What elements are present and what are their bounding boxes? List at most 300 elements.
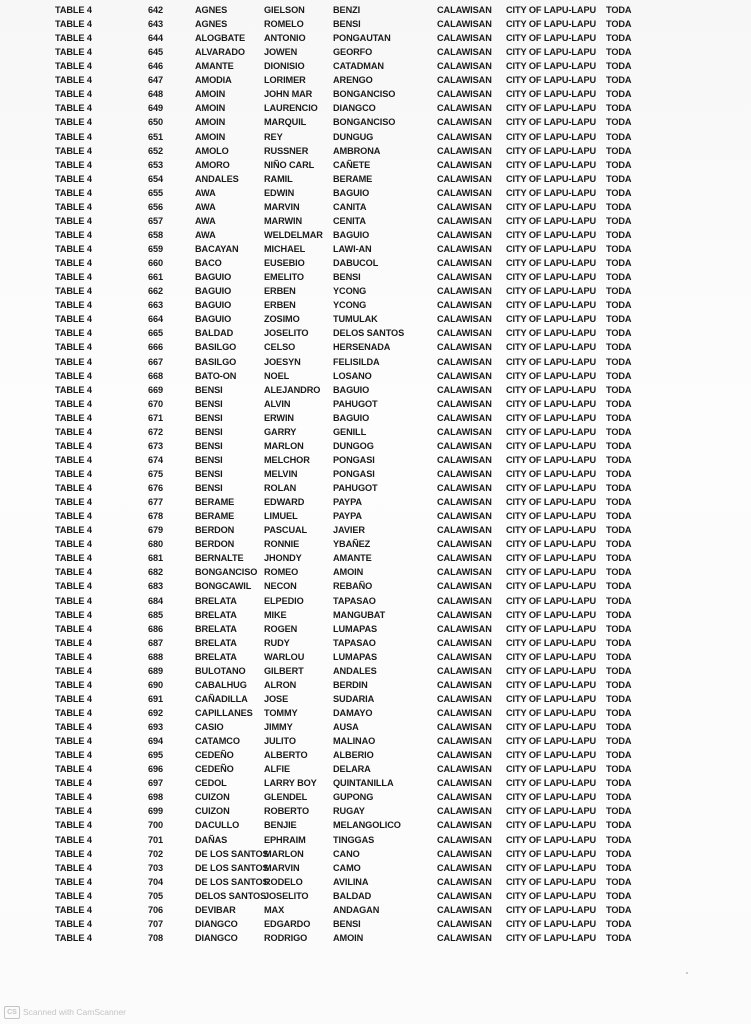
table-row [0, 200, 751, 214]
table-label-cell: TABLE 4 [55, 328, 92, 339]
middle-name-cell: YCONG [333, 300, 367, 311]
row-number-cell: 697 [148, 778, 164, 789]
table-label-cell: TABLE 4 [55, 384, 92, 395]
table-row [0, 804, 751, 818]
first-name-cell: MARWIN [264, 215, 303, 226]
city-cell: CITY OF LAPU-LAPU [506, 258, 597, 269]
city-cell: CITY OF LAPU-LAPU [506, 848, 597, 859]
barangay-cell: CALAWISAN [437, 665, 492, 676]
table-row [0, 355, 751, 369]
first-name-cell: REY [264, 131, 283, 142]
table-label-cell: TABLE 4 [55, 722, 92, 733]
row-number-cell: 672 [148, 426, 164, 437]
city-cell: CITY OF LAPU-LAPU [506, 426, 597, 437]
row-number-cell: 660 [148, 258, 164, 269]
first-name-cell: ZOSIMO [264, 314, 300, 325]
last-name-cell: DIANGCO [195, 918, 238, 929]
row-number-cell: 649 [148, 103, 164, 114]
table-row [0, 453, 751, 467]
table-row [0, 45, 751, 59]
barangay-cell: CALAWISAN [437, 609, 492, 620]
city-cell: CITY OF LAPU-LAPU [506, 440, 597, 451]
table-row [0, 650, 751, 664]
row-number-cell: 678 [148, 511, 164, 522]
middle-name-cell: DELARA [333, 764, 371, 775]
first-name-cell: WELDELMAR [264, 229, 323, 240]
row-number-cell: 655 [148, 187, 164, 198]
last-name-cell: AMANTE [195, 61, 234, 72]
middle-name-cell: BAGUIO [333, 412, 370, 423]
table-label-cell: TABLE 4 [55, 623, 92, 634]
last-name-cell: BATO-ON [195, 370, 237, 381]
organization-cell: TODA [606, 820, 632, 831]
middle-name-cell: CAÑETE [333, 159, 371, 170]
table-label-cell: TABLE 4 [55, 145, 92, 156]
row-number-cell: 662 [148, 286, 164, 297]
barangay-cell: CALAWISAN [437, 848, 492, 859]
first-name-cell: RUSSNER [264, 145, 309, 156]
last-name-cell: BACAYAN [195, 244, 239, 255]
organization-cell: TODA [606, 33, 632, 44]
table-row [0, 565, 751, 579]
first-name-cell: ERBEN [264, 300, 296, 311]
table-row [0, 692, 751, 706]
barangay-cell: CALAWISAN [437, 89, 492, 100]
first-name-cell: ROMEO [264, 567, 299, 578]
city-cell: CITY OF LAPU-LAPU [506, 398, 597, 409]
first-name-cell: ALRON [264, 679, 297, 690]
barangay-cell: CALAWISAN [437, 722, 492, 733]
middle-name-cell: BENSI [333, 272, 361, 283]
table-row [0, 144, 751, 158]
organization-cell: TODA [606, 539, 632, 550]
first-name-cell: LORIMER [264, 75, 306, 86]
table-row [0, 509, 751, 523]
table-label-cell: TABLE 4 [55, 173, 92, 184]
first-name-cell: NIÑO CARL [264, 159, 315, 170]
city-cell: CITY OF LAPU-LAPU [506, 595, 597, 606]
table-row [0, 186, 751, 200]
city-cell: CITY OF LAPU-LAPU [506, 117, 597, 128]
city-cell: CITY OF LAPU-LAPU [506, 356, 597, 367]
table-row [0, 720, 751, 734]
table-row [0, 87, 751, 101]
barangay-cell: CALAWISAN [437, 47, 492, 58]
first-name-cell: PASCUAL [264, 525, 308, 536]
organization-cell: TODA [606, 5, 632, 15]
barangay-cell: CALAWISAN [437, 356, 492, 367]
table-row [0, 748, 751, 762]
table-row [0, 734, 751, 748]
table-row [0, 101, 751, 115]
row-number-cell: 658 [148, 229, 164, 240]
middle-name-cell: GEORFO [333, 47, 373, 58]
table-row [0, 115, 751, 129]
first-name-cell: MAX [264, 904, 285, 915]
middle-name-cell: AMBRONA [333, 145, 381, 156]
table-label-cell: TABLE 4 [55, 356, 92, 367]
organization-cell: TODA [606, 173, 632, 184]
organization-cell: TODA [606, 229, 632, 240]
last-name-cell: AGNES [195, 19, 228, 30]
organization-cell: TODA [606, 384, 632, 395]
last-name-cell: DE LOS SANTOS [195, 876, 269, 887]
first-name-cell: GARRY [264, 426, 297, 437]
middle-name-cell: BERDIN [333, 679, 368, 690]
organization-cell: TODA [606, 300, 632, 311]
middle-name-cell: TAPASAO [333, 595, 376, 606]
table-row [0, 706, 751, 720]
table-label-cell: TABLE 4 [55, 131, 92, 142]
first-name-cell: GILBERT [264, 665, 304, 676]
middle-name-cell: GUPONG [333, 792, 374, 803]
last-name-cell: BERAME [195, 511, 235, 522]
barangay-cell: CALAWISAN [437, 187, 492, 198]
table-row [0, 130, 751, 144]
organization-cell: TODA [606, 187, 632, 198]
city-cell: CITY OF LAPU-LAPU [506, 539, 597, 550]
last-name-cell: BERDON [195, 525, 235, 536]
row-number-cell: 654 [148, 173, 164, 184]
middle-name-cell: CANITA [333, 201, 367, 212]
first-name-cell: MARLON [264, 848, 304, 859]
middle-name-cell: LUMAPAS [333, 651, 378, 662]
last-name-cell: DE LOS SANTOS [195, 848, 269, 859]
city-cell: CITY OF LAPU-LAPU [506, 609, 597, 620]
table-label-cell: TABLE 4 [55, 665, 92, 676]
last-name-cell: BASILGO [195, 356, 237, 367]
last-name-cell: ALVARADO [195, 47, 245, 58]
barangay-cell: CALAWISAN [437, 862, 492, 873]
city-cell: CITY OF LAPU-LAPU [506, 468, 597, 479]
organization-cell: TODA [606, 848, 632, 859]
barangay-cell: CALAWISAN [437, 103, 492, 114]
barangay-cell: CALAWISAN [437, 398, 492, 409]
last-name-cell: BRELATA [195, 637, 237, 648]
table-label-cell: TABLE 4 [55, 187, 92, 198]
organization-cell: TODA [606, 764, 632, 775]
watermark-text: Scanned with CamScanner [23, 1007, 127, 1017]
city-cell: CITY OF LAPU-LAPU [506, 229, 597, 240]
city-cell: CITY OF LAPU-LAPU [506, 778, 597, 789]
organization-cell: TODA [606, 806, 632, 817]
row-number-cell: 698 [148, 792, 164, 803]
first-name-cell: JIMMY [264, 722, 293, 733]
row-number-cell: 648 [148, 89, 164, 100]
organization-cell: TODA [606, 159, 632, 170]
first-name-cell: ERWIN [264, 412, 294, 423]
city-cell: CITY OF LAPU-LAPU [506, 722, 597, 733]
middle-name-cell: BAGUIO [333, 187, 370, 198]
barangay-cell: CALAWISAN [437, 5, 492, 15]
barangay-cell: CALAWISAN [437, 33, 492, 44]
middle-name-cell: AMOIN [333, 567, 364, 578]
city-cell: CITY OF LAPU-LAPU [506, 328, 597, 339]
organization-cell: TODA [606, 609, 632, 620]
row-number-cell: 699 [148, 806, 164, 817]
last-name-cell: AMOLO [195, 145, 229, 156]
barangay-cell: CALAWISAN [437, 131, 492, 142]
city-cell: CITY OF LAPU-LAPU [506, 679, 597, 690]
table-row [0, 214, 751, 228]
organization-cell: TODA [606, 567, 632, 578]
table-row [0, 270, 751, 284]
last-name-cell: CEDEÑO [195, 764, 234, 775]
middle-name-cell: AUSA [333, 722, 359, 733]
first-name-cell: MELCHOR [264, 454, 310, 465]
city-cell: CITY OF LAPU-LAPU [506, 890, 597, 901]
city-cell: CITY OF LAPU-LAPU [506, 272, 597, 283]
first-name-cell: EDGARDO [264, 918, 311, 929]
row-number-cell: 669 [148, 384, 164, 395]
table-label-cell: TABLE 4 [55, 300, 92, 311]
row-number-cell: 647 [148, 75, 164, 86]
row-number-cell: 659 [148, 244, 164, 255]
middle-name-cell: MELANGOLICO [333, 820, 401, 831]
barangay-cell: CALAWISAN [437, 426, 492, 437]
first-name-cell: BENJIE [264, 820, 297, 831]
table-row [0, 664, 751, 678]
table-label-cell: TABLE 4 [55, 890, 92, 901]
table-row [0, 847, 751, 861]
table-row [0, 256, 751, 270]
row-number-cell: 706 [148, 904, 164, 915]
table-row [0, 495, 751, 509]
table-row [0, 594, 751, 608]
organization-cell: TODA [606, 47, 632, 58]
organization-cell: TODA [606, 342, 632, 353]
organization-cell: TODA [606, 412, 632, 423]
middle-name-cell: DUNGOG [333, 440, 374, 451]
table-row [0, 228, 751, 242]
row-number-cell: 679 [148, 525, 164, 536]
barangay-cell: CALAWISAN [437, 553, 492, 564]
city-cell: CITY OF LAPU-LAPU [506, 187, 597, 198]
barangay-cell: CALAWISAN [437, 567, 492, 578]
last-name-cell: CAÑADILLA [195, 693, 248, 704]
last-name-cell: DELOS SANTOS [195, 890, 267, 901]
table-row [0, 59, 751, 73]
table-row [0, 383, 751, 397]
table-label-cell: TABLE 4 [55, 440, 92, 451]
table-row [0, 298, 751, 312]
last-name-cell: AWA [195, 201, 216, 212]
middle-name-cell: ANDAGAN [333, 904, 380, 915]
organization-cell: TODA [606, 370, 632, 381]
table-label-cell: TABLE 4 [55, 918, 92, 929]
city-cell: CITY OF LAPU-LAPU [506, 792, 597, 803]
first-name-cell: EDWARD [264, 497, 305, 508]
table-label-cell: TABLE 4 [55, 932, 92, 943]
middle-name-cell: PONGAUTAN [333, 33, 391, 44]
middle-name-cell: QUINTANILLA [333, 778, 394, 789]
last-name-cell: BAGUIO [195, 272, 232, 283]
table-label-cell: TABLE 4 [55, 159, 92, 170]
last-name-cell: BRELATA [195, 623, 237, 634]
table-label-cell: TABLE 4 [55, 342, 92, 353]
barangay-cell: CALAWISAN [437, 792, 492, 803]
city-cell: CITY OF LAPU-LAPU [506, 244, 597, 255]
table-row [0, 790, 751, 804]
table-row [0, 931, 751, 945]
table-row [0, 678, 751, 692]
table-label-cell: TABLE 4 [55, 567, 92, 578]
first-name-cell: LIMUEL [264, 511, 298, 522]
barangay-cell: CALAWISAN [437, 679, 492, 690]
last-name-cell: CASIO [195, 722, 224, 733]
table-label-cell: TABLE 4 [55, 553, 92, 564]
last-name-cell: BRELATA [195, 651, 237, 662]
row-number-cell: 694 [148, 736, 164, 747]
table-label-cell: TABLE 4 [55, 75, 92, 86]
city-cell: CITY OF LAPU-LAPU [506, 637, 597, 648]
barangay-cell: CALAWISAN [437, 539, 492, 550]
middle-name-cell: PAHUGOT [333, 398, 378, 409]
last-name-cell: AWA [195, 229, 216, 240]
barangay-cell: CALAWISAN [437, 229, 492, 240]
row-number-cell: 664 [148, 314, 164, 325]
row-number-cell: 681 [148, 553, 164, 564]
city-cell: CITY OF LAPU-LAPU [506, 904, 597, 915]
table-label-cell: TABLE 4 [55, 750, 92, 761]
barangay-cell: CALAWISAN [437, 483, 492, 494]
middle-name-cell: AMOIN [333, 932, 364, 943]
barangay-cell: CALAWISAN [437, 890, 492, 901]
barangay-cell: CALAWISAN [437, 623, 492, 634]
middle-name-cell: BAGUIO [333, 229, 370, 240]
table-label-cell: TABLE 4 [55, 468, 92, 479]
last-name-cell: BONGCAWIL [195, 581, 252, 592]
first-name-cell: RODELO [264, 876, 303, 887]
organization-cell: TODA [606, 651, 632, 662]
middle-name-cell: DAMAYO [333, 708, 373, 718]
middle-name-cell: BENSI [333, 918, 361, 929]
organization-cell: TODA [606, 778, 632, 789]
middle-name-cell: CATADMAN [333, 61, 384, 72]
scan-speck [686, 972, 688, 974]
table-label-cell: TABLE 4 [55, 426, 92, 437]
row-number-cell: 676 [148, 483, 164, 494]
table-label-cell: TABLE 4 [55, 876, 92, 887]
middle-name-cell: PAYPA [333, 511, 362, 522]
table-row [0, 903, 751, 917]
organization-cell: TODA [606, 454, 632, 465]
barangay-cell: CALAWISAN [437, 244, 492, 255]
organization-cell: TODA [606, 595, 632, 606]
city-cell: CITY OF LAPU-LAPU [506, 581, 597, 592]
row-number-cell: 687 [148, 637, 164, 648]
middle-name-cell: RUGAY [333, 806, 365, 817]
organization-cell: TODA [606, 511, 632, 522]
barangay-cell: CALAWISAN [437, 286, 492, 297]
organization-cell: TODA [606, 328, 632, 339]
table-label-cell: TABLE 4 [55, 539, 92, 550]
table-label-cell: TABLE 4 [55, 693, 92, 704]
table-label-cell: TABLE 4 [55, 609, 92, 620]
row-number-cell: 668 [148, 370, 164, 381]
city-cell: CITY OF LAPU-LAPU [506, 286, 597, 297]
first-name-cell: ERBEN [264, 286, 296, 297]
table-label-cell: TABLE 4 [55, 778, 92, 789]
last-name-cell: AWA [195, 187, 216, 198]
barangay-cell: CALAWISAN [437, 778, 492, 789]
last-name-cell: ANDALES [195, 173, 239, 184]
row-number-cell: 700 [148, 820, 164, 831]
last-name-cell: CATAMCO [195, 736, 240, 747]
row-number-cell: 703 [148, 862, 164, 873]
middle-name-cell: BERAME [333, 173, 373, 184]
first-name-cell: LARRY BOY [264, 778, 317, 789]
first-name-cell: GIELSON [264, 5, 305, 15]
last-name-cell: DACULLO [195, 820, 240, 831]
barangay-cell: CALAWISAN [437, 314, 492, 325]
first-name-cell: EUSEBIO [264, 258, 305, 269]
barangay-cell: CALAWISAN [437, 918, 492, 929]
row-number-cell: 686 [148, 623, 164, 634]
table-label-cell: TABLE 4 [55, 454, 92, 465]
barangay-cell: CALAWISAN [437, 820, 492, 831]
barangay-cell: CALAWISAN [437, 75, 492, 86]
barangay-cell: CALAWISAN [437, 342, 492, 353]
table-label-cell: TABLE 4 [55, 581, 92, 592]
last-name-cell: BENSI [195, 468, 223, 479]
row-number-cell: 685 [148, 609, 164, 620]
first-name-cell: EDWIN [264, 187, 295, 198]
table-label-cell: TABLE 4 [55, 61, 92, 72]
table-label-cell: TABLE 4 [55, 258, 92, 269]
barangay-cell: CALAWISAN [437, 806, 492, 817]
middle-name-cell: TUMULAK [333, 314, 378, 325]
barangay-cell: CALAWISAN [437, 440, 492, 451]
organization-cell: TODA [606, 117, 632, 128]
city-cell: CITY OF LAPU-LAPU [506, 693, 597, 704]
table-row [0, 3, 751, 17]
middle-name-cell: LOSANO [333, 370, 372, 381]
first-name-cell: LAURENCIO [264, 103, 318, 114]
table-row [0, 551, 751, 565]
organization-cell: TODA [606, 525, 632, 536]
barangay-cell: CALAWISAN [437, 412, 492, 423]
organization-cell: TODA [606, 722, 632, 733]
organization-cell: TODA [606, 876, 632, 887]
table-label-cell: TABLE 4 [55, 651, 92, 662]
table-row [0, 340, 751, 354]
city-cell: CITY OF LAPU-LAPU [506, 665, 597, 676]
middle-name-cell: DIANGCO [333, 103, 376, 114]
row-number-cell: 667 [148, 356, 164, 367]
middle-name-cell: ANDALES [333, 665, 377, 676]
table-row [0, 833, 751, 847]
table-row [0, 369, 751, 383]
last-name-cell: BERDON [195, 539, 235, 550]
row-number-cell: 666 [148, 342, 164, 353]
table-row [0, 579, 751, 593]
organization-cell: TODA [606, 61, 632, 72]
barangay-cell: CALAWISAN [437, 834, 492, 845]
camscanner-watermark [4, 1005, 126, 1019]
city-cell: CITY OF LAPU-LAPU [506, 511, 597, 522]
row-number-cell: 690 [148, 679, 164, 690]
last-name-cell: CUIZON [195, 806, 230, 817]
barangay-cell: CALAWISAN [437, 693, 492, 704]
first-name-cell: CELSO [264, 342, 296, 353]
barangay-cell: CALAWISAN [437, 876, 492, 887]
organization-cell: TODA [606, 736, 632, 747]
table-row [0, 889, 751, 903]
table-row [0, 158, 751, 172]
row-number-cell: 692 [148, 708, 164, 718]
last-name-cell: BENSI [195, 384, 223, 395]
